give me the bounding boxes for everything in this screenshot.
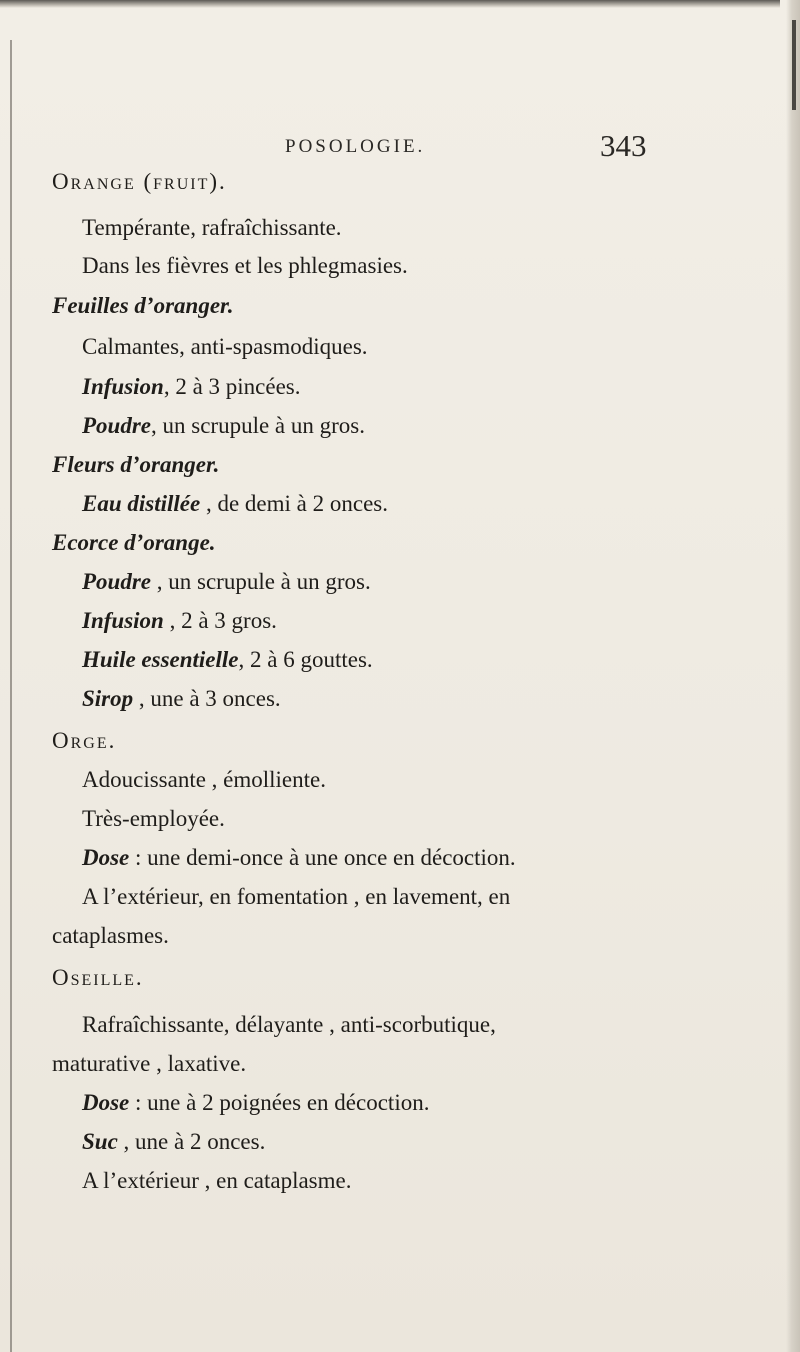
text-line: Calmantes, anti-spasmodiques. [82, 334, 368, 359]
dosage-line [82, 646, 373, 674]
dosage-tail: , 2 à 3 gros. [163, 608, 277, 633]
dosage-lead: Infusion [82, 374, 164, 399]
dosage-line [82, 568, 371, 596]
text-line: Tempérante, rafraîchissante. [82, 215, 342, 240]
dosage-tail: , 2 à 6 gouttes. [238, 647, 373, 672]
entry-heading-text: Orange (fruit). [52, 169, 227, 194]
subheading-line [52, 451, 219, 479]
dosage-tail: : une à 2 poignées en décoction. [129, 1090, 430, 1115]
dosage-tail: : une demi-once à une once en décoction. [129, 845, 516, 870]
text-line: Dans les fièvres et les phlegmasies. [82, 253, 408, 278]
dosage-line [82, 490, 388, 518]
dosage-tail: , une à 2 onces. [117, 1129, 266, 1154]
dosage-lead: Poudre [82, 413, 151, 438]
entry-heading-orange [52, 168, 227, 196]
dosage-lead: Poudre [82, 569, 151, 594]
text-line: Adoucissante , émolliente. [82, 767, 326, 792]
subheading-line [52, 529, 216, 557]
page-number: 343 [600, 128, 647, 163]
right-page-edge [786, 0, 800, 1352]
dosage-line [82, 844, 516, 872]
dosage-lead: Dose [82, 1090, 130, 1115]
text-line: Rafraîchissante, délayante , anti-scorbutique, [82, 1012, 496, 1037]
dosage-line [82, 607, 277, 635]
dosage-tail: , un scrupule à un gros. [151, 413, 365, 438]
dosage-lead: Infusion [82, 608, 164, 633]
dosage-line [82, 1128, 265, 1156]
dosage-lead: Dose [82, 845, 130, 870]
subheading-text: Feuilles d’oranger. [52, 293, 234, 318]
text-line: maturative , laxative. [52, 1051, 247, 1076]
subheading-text: Fleurs d’oranger. [52, 452, 220, 477]
entry-heading-orge: Orge. [52, 728, 117, 753]
text-line: A l’extérieur, en fomentation , en lavement, en [82, 884, 511, 909]
running-title: POSOLOGIE. [285, 136, 426, 157]
dosage-tail: , un scrupule à un gros. [151, 569, 371, 594]
dosage-lead: Huile essentielle [82, 647, 239, 672]
dosage-tail: , de demi à 2 onces. [200, 491, 388, 516]
dosage-line [82, 412, 365, 440]
page-header [0, 128, 800, 168]
subheading-text: Ecorce d’orange. [52, 530, 216, 555]
dosage-line [82, 1089, 429, 1117]
dosage-lead: Eau distillée [82, 491, 201, 516]
entry-heading-oseille: Oseille. [52, 965, 144, 990]
dosage-line [82, 373, 301, 401]
subheading-line [52, 292, 233, 320]
dosage-lead: Suc [82, 1129, 118, 1154]
top-shadow-rule [0, 0, 780, 8]
left-page-edge [10, 40, 12, 1352]
text-line: cataplasmes. [52, 923, 169, 948]
dosage-tail: , une à 3 onces. [133, 686, 281, 711]
text-line: Très-employée. [82, 806, 225, 831]
binding-mark [792, 20, 796, 110]
text-line: A l’extérieur , en cataplasme. [82, 1168, 352, 1193]
dosage-lead: Sirop [82, 686, 134, 711]
dosage-tail: , 2 à 3 pincées. [163, 374, 301, 399]
dosage-line [82, 685, 281, 713]
